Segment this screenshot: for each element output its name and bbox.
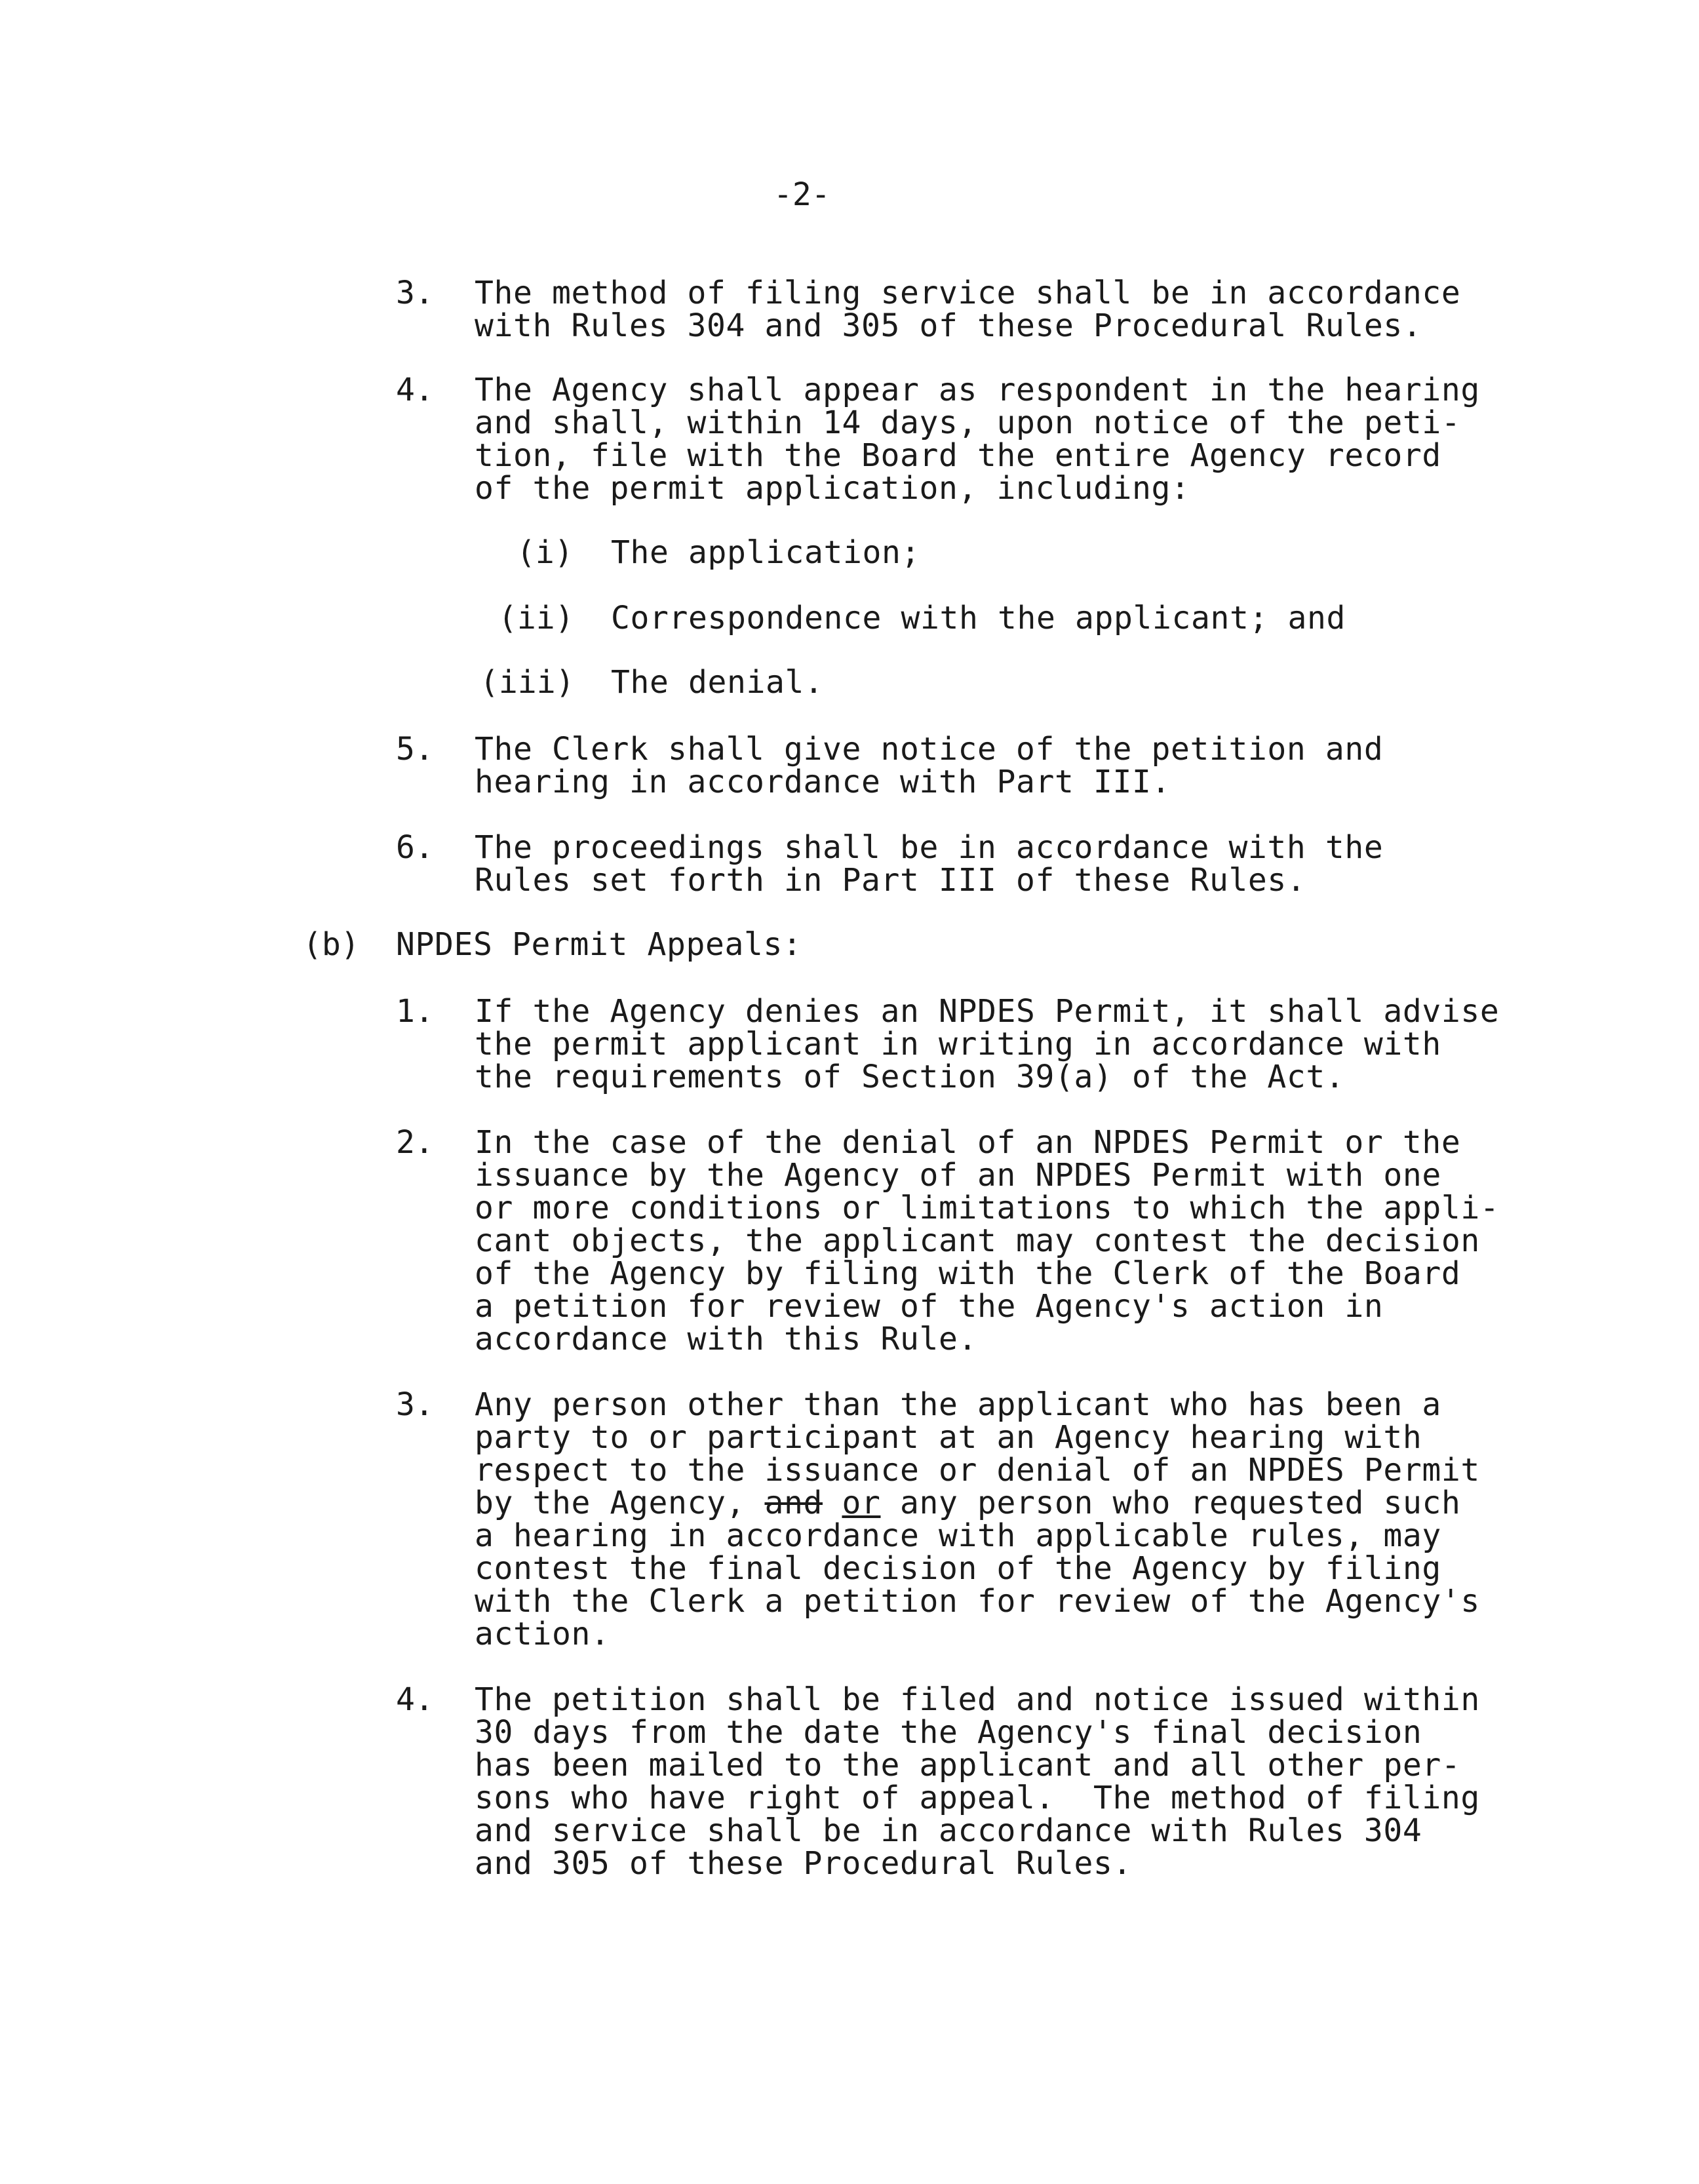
item-number: 2. xyxy=(396,1124,434,1161)
item-number: 5. xyxy=(396,731,434,768)
paragraph-line: sons who have right of appeal. The method of filing xyxy=(475,1780,1480,1816)
paragraph-line: has been mailed to the applicant and all other per- xyxy=(475,1747,1461,1784)
item-number: 3. xyxy=(396,275,434,311)
paragraph-line: The method of filing service shall be in accordance xyxy=(475,275,1461,311)
subitem-text: The denial. xyxy=(611,664,824,701)
paragraph-line: 30 days from the date the Agency's final decision xyxy=(475,1714,1422,1751)
text-run: any person who requested such xyxy=(880,1485,1461,1521)
paragraph-line: with Rules 304 and 305 of these Procedural Rules. xyxy=(475,307,1422,344)
item-number: 6. xyxy=(396,829,434,866)
paragraph-line: The Clerk shall give notice of the petition and xyxy=(475,731,1384,768)
paragraph-line: and 305 of these Procedural Rules. xyxy=(475,1845,1132,1882)
text-run: by the Agency, xyxy=(475,1485,765,1521)
paragraph-line: or more conditions or limitations to which the appli- xyxy=(475,1190,1500,1226)
paragraph-line: If the Agency denies an NPDES Permit, it shall advise xyxy=(475,993,1500,1030)
paragraph-line: tion, file with the Board the entire Agency record xyxy=(475,437,1441,474)
paragraph-line: and service shall be in accordance with Rules 304 xyxy=(475,1812,1422,1849)
text-run xyxy=(823,1485,842,1521)
paragraph-line: cant objects, the applicant may contest the decision xyxy=(475,1222,1480,1259)
paragraph-line: with the Clerk a petition for review of the Agency's xyxy=(475,1583,1480,1620)
paragraph-line: action. xyxy=(475,1616,610,1652)
paragraph-line: The petition shall be filed and notice issued within xyxy=(475,1681,1480,1718)
paragraph-line: respect to the issuance or denial of an NPDES Permit xyxy=(475,1452,1480,1489)
paragraph-line: The proceedings shall be in accordance with the xyxy=(475,829,1384,866)
paragraph-line: a petition for review of the Agency's action in xyxy=(475,1288,1384,1325)
paragraph-line: the permit applicant in writing in accordance with xyxy=(475,1026,1441,1063)
paragraph-line: Rules set forth in Part III of these Rules. xyxy=(475,862,1306,899)
paragraph-line: and shall, within 14 days, upon notice of the peti- xyxy=(475,404,1461,441)
paragraph-line: party to or participant at an Agency hearing with xyxy=(475,1419,1422,1456)
section-heading: NPDES Permit Appeals: xyxy=(396,926,802,963)
paragraph-line: issuance by the Agency of an NPDES Permit with one xyxy=(475,1157,1441,1194)
subitem-text: The application; xyxy=(611,534,920,571)
paragraph-line: of the permit application, including: xyxy=(475,470,1190,507)
subitem-number: (i) xyxy=(517,534,574,571)
paragraph-line: accordance with this Rule. xyxy=(475,1321,977,1357)
section-marker: (b) xyxy=(303,926,360,963)
paragraph-line: of the Agency by filing with the Clerk of the Board xyxy=(475,1255,1461,1292)
paragraph-line: In the case of the denial of an NPDES Permit or the xyxy=(475,1124,1461,1161)
subitem-number: (ii) xyxy=(498,600,574,636)
paragraph-line: a hearing in accordance with applicable rules, may xyxy=(475,1517,1441,1554)
item-number: 1. xyxy=(396,993,434,1030)
paragraph-line: The Agency shall appear as respondent in the hearing xyxy=(475,372,1480,408)
item-number: 4. xyxy=(396,372,434,408)
paragraph-line: the requirements of Section 39(a) of the Act. xyxy=(475,1059,1345,1095)
paragraph-line: Any person other than the applicant who has been a xyxy=(475,1386,1441,1423)
subitem-text: Correspondence with the applicant; and xyxy=(611,600,1346,636)
underlined-text: or xyxy=(842,1485,881,1521)
struck-text: and xyxy=(764,1485,823,1521)
paragraph-line: contest the final decision of the Agency by filing xyxy=(475,1550,1441,1587)
item-number: 3. xyxy=(396,1386,434,1423)
page-number: -2- xyxy=(773,176,830,213)
paragraph-line: hearing in accordance with Part III. xyxy=(475,764,1171,800)
item-number: 4. xyxy=(396,1681,434,1718)
paragraph-line-with-edit xyxy=(475,1487,1460,1519)
subitem-number: (iii) xyxy=(480,664,575,701)
